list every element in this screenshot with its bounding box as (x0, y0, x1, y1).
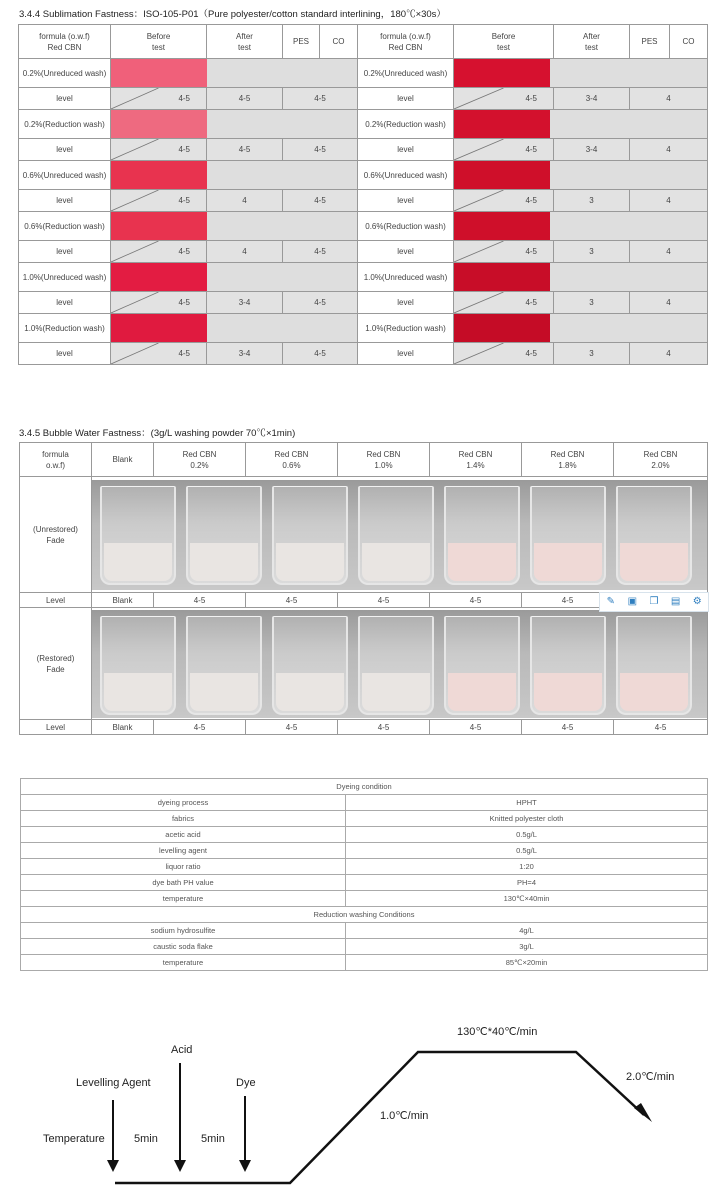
dyed-swatch (454, 110, 550, 138)
condition-value: Knitted polyester cloth (346, 811, 708, 827)
before-level: 4-5 (111, 292, 207, 314)
bubble-title: 3.4.5 Bubble Water Fastness：(3g/L washing powder 70℃×1min) (19, 428, 296, 439)
condition-label: dye bath PH value (21, 875, 346, 891)
before-level: 4-5 (111, 343, 207, 365)
bubble-conc-header: Red CBN 1.8% (522, 443, 614, 477)
co-header: CO (670, 25, 708, 59)
condition-value: 0.5g/L (346, 843, 708, 859)
level-label: level (358, 190, 454, 212)
condition-value: PH=4 (346, 875, 708, 891)
co-level: 4 (630, 88, 708, 110)
level-value: 4-5 (154, 593, 246, 608)
beaker (358, 616, 434, 715)
formula-cell: 0.6%(Reduction wash) (19, 212, 111, 241)
save-icon[interactable]: ▣ (627, 596, 638, 607)
bubble-conc-header: Red CBN 1.0% (338, 443, 430, 477)
pes-level: 3 (554, 190, 630, 212)
copy-icon[interactable]: ❐ (649, 596, 659, 607)
co-level: 4-5 (283, 292, 358, 314)
image-edit-icon[interactable]: ✎ (606, 596, 615, 607)
bubble-conc-header: Red CBN 0.2% (154, 443, 246, 477)
co-level: 4-5 (283, 241, 358, 263)
condition-label: acetic acid (21, 827, 346, 843)
formula-cell: 0.2%(Reduction wash) (19, 110, 111, 139)
formula-cell: 0.6%(Unreduced wash) (358, 161, 454, 190)
levelling-agent-label: Levelling Agent (76, 1077, 151, 1089)
time-label: 5min (201, 1133, 225, 1145)
before-test-header: Before test (454, 25, 554, 59)
reduction-title: Reduction washing Conditions (21, 907, 708, 923)
temperature-label: Temperature (43, 1133, 105, 1145)
co-level: 4 (630, 241, 708, 263)
time-label: 5min (134, 1133, 158, 1145)
formula-cell: 0.6%(Reduction wash) (358, 212, 454, 241)
formula-cell: 0.2%(Unreduced wash) (358, 59, 454, 88)
fabric-swatch (454, 59, 708, 88)
beaker (358, 486, 434, 585)
before-level: 4-5 (454, 190, 554, 212)
formula-header: formula (o.w.f) Red CBN (19, 25, 111, 59)
dyed-swatch (111, 212, 207, 240)
before-level: 4-5 (454, 292, 554, 314)
formula-header: formula (o.w.f) Red CBN (358, 25, 454, 59)
level-label: level (358, 88, 454, 110)
bubble-blank-header: Blank (92, 443, 154, 477)
beaker (272, 486, 348, 585)
fabric-swatch (111, 212, 358, 241)
before-level: 4-5 (111, 139, 207, 161)
condition-label: caustic soda flake (21, 939, 346, 955)
ramp-up-rate-label: 1.0℃/min (380, 1110, 429, 1122)
level-value: 4-5 (338, 593, 430, 608)
dyed-swatch (111, 110, 207, 138)
dyed-swatch (454, 161, 550, 189)
before-level: 4-5 (111, 88, 207, 110)
condition-label: sodium hydrosulfite (21, 923, 346, 939)
pes-level: 4-5 (207, 88, 283, 110)
dye-label: Dye (236, 1077, 256, 1089)
fabric-swatch (454, 212, 708, 241)
dyeing-process-diagram (0, 1000, 727, 1200)
level-label: level (19, 292, 111, 314)
pes-header: PES (283, 25, 320, 59)
dyed-swatch (111, 161, 207, 189)
beaker (530, 616, 606, 715)
before-test-header: Before test (111, 25, 207, 59)
level-blank: Blank (92, 593, 154, 608)
fabric-swatch (454, 314, 708, 343)
condition-value: 0.5g/L (346, 827, 708, 843)
acid-label: Acid (171, 1044, 193, 1056)
bubble-conc-header: Red CBN 2.0% (614, 443, 708, 477)
pes-level: 3 (554, 292, 630, 314)
level-label: Level (20, 593, 92, 608)
fabric-swatch (454, 161, 708, 190)
pes-level: 3-4 (207, 292, 283, 314)
level-value: 4-5 (522, 720, 614, 735)
pes-header: PES (630, 25, 670, 59)
dyed-swatch (454, 212, 550, 240)
beaker (100, 486, 176, 585)
pes-level: 4-5 (207, 139, 283, 161)
level-value: 4-5 (522, 593, 614, 608)
image-toolbar (599, 592, 709, 612)
bubble-conc-header: Red CBN 0.6% (246, 443, 338, 477)
level-value: 4-5 (338, 720, 430, 735)
co-header: CO (320, 25, 358, 59)
before-level: 4-5 (454, 343, 554, 365)
co-level: 4 (630, 292, 708, 314)
dyed-swatch (111, 59, 207, 87)
after-test-header: After test (554, 25, 630, 59)
dyed-swatch (454, 59, 550, 87)
restored-beakers-photo (92, 610, 707, 718)
condition-value: 4g/L (346, 923, 708, 939)
unrestored-beakers-photo (92, 480, 707, 590)
dye-arrow (239, 1160, 251, 1172)
co-level: 4 (630, 190, 708, 212)
co-level: 4-5 (283, 343, 358, 365)
level-label: level (19, 190, 111, 212)
fabric-swatch (111, 263, 358, 292)
settings-icon[interactable]: ⚙ (692, 596, 702, 607)
fabric-swatch (454, 110, 708, 139)
pes-level: 3-4 (554, 88, 630, 110)
beaker (530, 486, 606, 585)
condition-value: 85℃×20min (346, 955, 708, 971)
beaker (616, 616, 692, 715)
level-label: level (19, 88, 111, 110)
before-level: 4-5 (454, 139, 554, 161)
beaker (444, 616, 520, 715)
after-test-header: After test (207, 25, 283, 59)
condition-label: temperature (21, 955, 346, 971)
dyeing-condition-title: Dyeing condition (21, 779, 708, 795)
cooling-rate-label: 2.0℃/min (626, 1071, 675, 1083)
beaker (272, 616, 348, 715)
beaker (444, 486, 520, 585)
restored-fade-label: (Restored) Fade (20, 608, 92, 720)
beaker (186, 616, 262, 715)
pes-level: 3 (554, 343, 630, 365)
co-level: 4 (630, 139, 708, 161)
fabric-swatch (111, 59, 358, 88)
acid-arrow (174, 1160, 186, 1172)
level-value: 4-5 (246, 593, 338, 608)
pes-level: 3-4 (207, 343, 283, 365)
condition-label: liquor ratio (21, 859, 346, 875)
formula-cell: 1.0%(Unreduced wash) (19, 263, 111, 292)
level-value: 4-5 (430, 720, 522, 735)
before-level: 4-5 (111, 190, 207, 212)
sublimation-title: 3.4.4 Sublimation Fastness：ISO-105-P01（Pure polyester/cotton standard interlining，180℃×30s） (19, 9, 446, 20)
formula-cell: 1.0%(Reduction wash) (358, 314, 454, 343)
bubble-formula-header: formula o.w.f) (20, 443, 92, 477)
condition-value: HPHT (346, 795, 708, 811)
fabric-swatch (111, 161, 358, 190)
condition-label: levelling agent (21, 843, 346, 859)
hold-label: 130℃*40℃/min (457, 1026, 538, 1038)
condition-label: dyeing process (21, 795, 346, 811)
dyed-swatch (111, 314, 207, 342)
level-value: 4-5 (154, 720, 246, 735)
fabric-swatch (454, 263, 708, 292)
level-value: 4-5 (614, 720, 708, 735)
fabric-swatch (111, 314, 358, 343)
before-level: 4-5 (454, 241, 554, 263)
dyeing-condition-table (20, 778, 708, 971)
formula-cell: 1.0%(Unreduced wash) (358, 263, 454, 292)
before-level: 4-5 (111, 241, 207, 263)
bubble-conc-header: Red CBN 1.4% (430, 443, 522, 477)
beaker (616, 486, 692, 585)
fabric-swatch (111, 110, 358, 139)
formula-cell: 0.2%(Unreduced wash) (19, 59, 111, 88)
pes-level: 3-4 (554, 139, 630, 161)
condition-label: temperature (21, 891, 346, 907)
co-level: 4 (630, 343, 708, 365)
sublimation-table-left (18, 24, 358, 365)
levelling-agent-arrow (107, 1160, 119, 1172)
unrestored-fade-label: (Unrestored) Fade (20, 477, 92, 593)
cooling-arrowhead (634, 1103, 652, 1122)
beaker (186, 486, 262, 585)
level-label: level (358, 343, 454, 365)
co-level: 4-5 (283, 88, 358, 110)
co-level: 4-5 (283, 139, 358, 161)
condition-value: 130℃×40min (346, 891, 708, 907)
beaker (100, 616, 176, 715)
level-blank: Blank (92, 720, 154, 735)
level-label: level (358, 139, 454, 161)
level-label: Level (20, 720, 92, 735)
level-value: 4-5 (246, 720, 338, 735)
formula-cell: 1.0%(Reduction wash) (19, 314, 111, 343)
condition-value: 3g/L (346, 939, 708, 955)
dyed-swatch (454, 263, 550, 291)
pes-level: 4 (207, 190, 283, 212)
level-value: 4-5 (430, 593, 522, 608)
level-label: level (19, 139, 111, 161)
condition-label: fabrics (21, 811, 346, 827)
before-level: 4-5 (454, 88, 554, 110)
pes-level: 4 (207, 241, 283, 263)
co-level: 4-5 (283, 190, 358, 212)
level-label: level (358, 292, 454, 314)
level-label: level (358, 241, 454, 263)
formula-cell: 0.6%(Unreduced wash) (19, 161, 111, 190)
level-label: level (19, 343, 111, 365)
formula-cell: 0.2%(Reduction wash) (358, 110, 454, 139)
sublimation-table-right (357, 24, 708, 365)
condition-value: 1:20 (346, 859, 708, 875)
image-icon[interactable]: ▤ (670, 596, 681, 607)
bubble-table (19, 442, 708, 735)
dyed-swatch (111, 263, 207, 291)
level-label: level (19, 241, 111, 263)
dyed-swatch (454, 314, 550, 342)
pes-level: 3 (554, 241, 630, 263)
